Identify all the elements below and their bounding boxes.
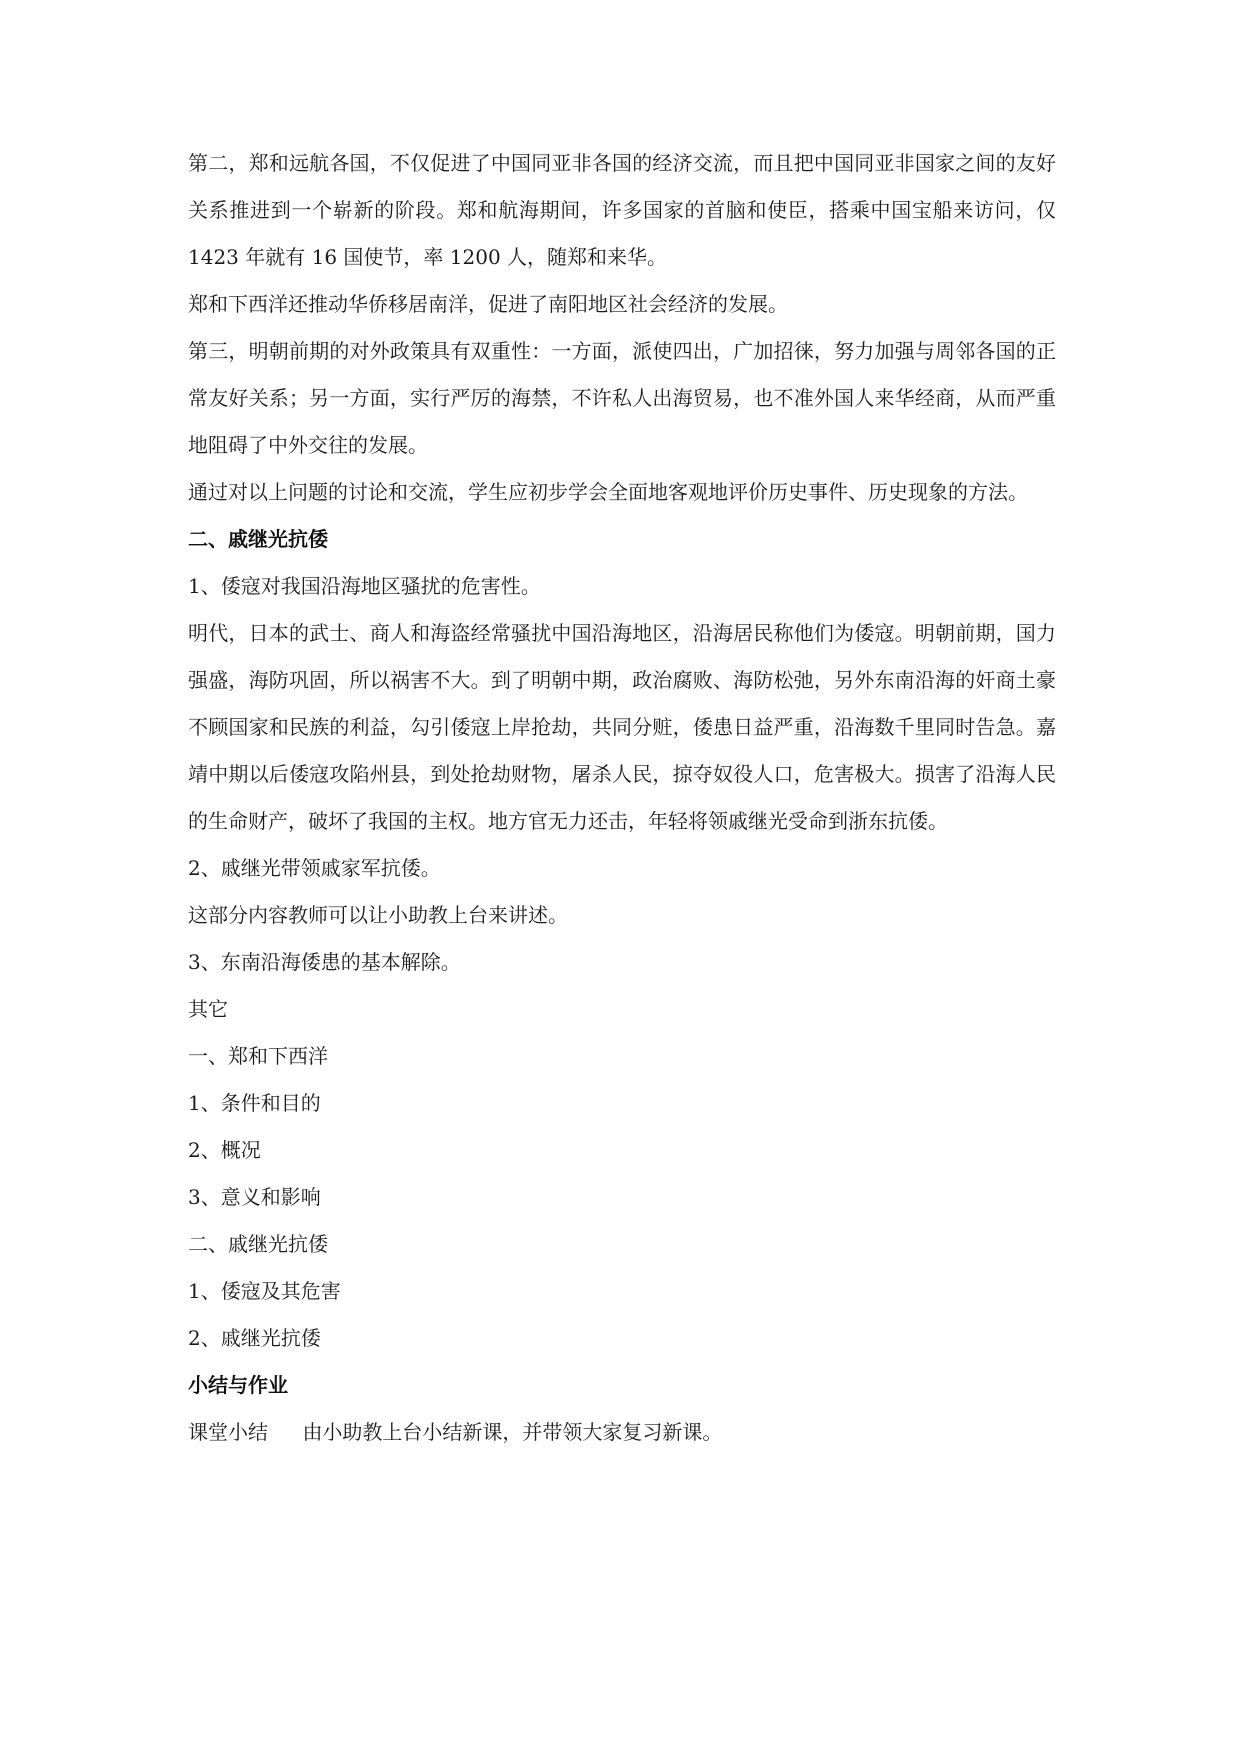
outline-item-anti-wokou: 2、戚继光抗倭	[188, 1326, 321, 1350]
paragraph-evaluation-method: 通过对以上问题的讨论和交流，学生应初步学会全面地客观地评价历史事件、历史现象的方法。	[188, 480, 1028, 504]
outline-item-significance: 3、意义和影响	[188, 1185, 321, 1209]
label-other: 其它	[188, 997, 228, 1021]
document-body	[188, 140, 1056, 1456]
outline-item-conditions: 1、条件和目的	[188, 1091, 321, 1115]
outline-item-overview: 2、概况	[188, 1138, 261, 1162]
paragraph-class-summary: 课堂小结 由小助教上台小结新课，并带领大家复习新课。	[188, 1420, 723, 1444]
subheading-wokou-resolved: 3、东南沿海倭患的基本解除。	[188, 950, 461, 974]
subheading-wokou-harm: 1、倭寇对我国沿海地区骚扰的危害性。	[188, 574, 541, 598]
subheading-qi-army: 2、戚继光带领戚家军抗倭。	[188, 856, 441, 880]
paragraph-overseas-chinese: 郑和下西洋还推动华侨移居南洋，促进了南阳地区社会经济的发展。	[188, 292, 788, 316]
section-heading-qi-jiguang: 二、戚继光抗倭	[188, 527, 328, 551]
paragraph-wokou-description: 明代，日本的武士、商人和海盗经常骚扰中国沿海地区，沿海居民称他们为倭寇。明朝前期，国力强盛，海防巩固，所以祸害不大。到了明朝中期，政治腐败、海防松弛，另外东南沿海的奸商土豪不顾国家和民族的利益，勾引倭寇上岸抢劫，共同分赃，倭患日益严重，沿海数千里同时告急。嘉靖中期以后倭寇攻陷州县，到处抢劫财物，屠杀人民，掠夺奴役人口，危害极大。损害了沿海人民的生命财产，破坏了我国的主权。地方官无力还击，年轻将领戚继光受命到浙东抗倭。	[188, 621, 1056, 833]
section-heading-summary: 小结与作业	[188, 1373, 288, 1397]
outline-item-qi-jiguang: 二、戚继光抗倭	[188, 1232, 328, 1256]
outline-item-wokou-harm: 1、倭寇及其危害	[188, 1279, 341, 1303]
outline-item-zhenghe: 一、郑和下西洋	[188, 1044, 328, 1068]
paragraph-zhenghe-exchange: 第二，郑和远航各国，不仅促进了中国同亚非各国的经济交流，而且把中国同亚非国家之间的友好关系推进到一个崭新的阶段。郑和航海期间，许多国家的首脑和使臣，搭乘中国宝船来访问，仅 1423 年就有 16 国使节，率 1200 人，随郑和来华。	[188, 151, 1056, 269]
paragraph-foreign-policy: 第三，明朝前期的对外政策具有双重性：一方面，派使四出，广加招徕，努力加强与周邻各国的正常友好关系；另一方面，实行严厉的海禁，不许私人出海贸易，也不准外国人来华经商，从而严重地阻碍了中外交往的发展。	[188, 339, 1056, 457]
paragraph-teacher-note: 这部分内容教师可以让小助教上台来讲述。	[188, 903, 568, 927]
